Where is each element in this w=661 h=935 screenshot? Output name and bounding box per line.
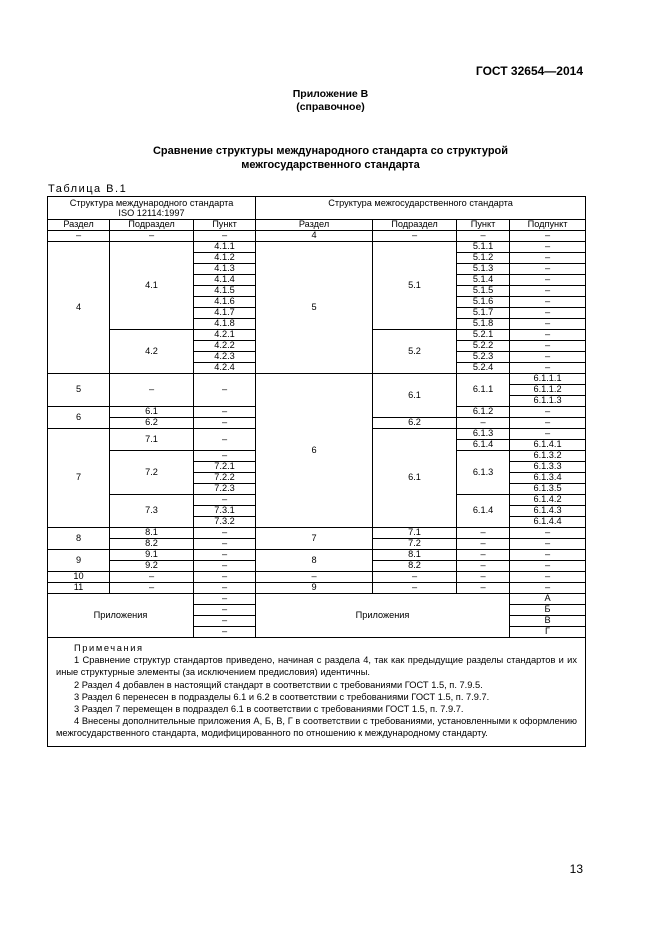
table-cell: 6.1.4.1 — [510, 440, 586, 451]
table-cell: 7.3.1 — [194, 506, 256, 517]
table-cell: – — [194, 374, 256, 407]
table-cell: – — [510, 330, 586, 341]
table-row — [48, 583, 586, 594]
col-section: Раздел — [256, 220, 373, 231]
table-cell: 11 — [48, 583, 110, 594]
table-cell: 4.1.2 — [194, 253, 256, 264]
table-cell: 7.3.2 — [194, 517, 256, 528]
table-cell: 6.1.1.1 — [510, 374, 586, 385]
table-cell: – — [457, 418, 510, 429]
table-cell: 5.1.3 — [457, 264, 510, 275]
table-cell: 5.1.5 — [457, 286, 510, 297]
table-cell: 9.2 — [110, 561, 194, 572]
table-cell: 4.2.1 — [194, 330, 256, 341]
table-cell: – — [510, 341, 586, 352]
table-row — [48, 231, 586, 242]
table-cell: 4.1.1 — [194, 242, 256, 253]
table-cell: 9 — [48, 550, 110, 572]
page-title — [0, 144, 661, 172]
col-subsection: Подраздел — [373, 220, 457, 231]
table-cell: 9.1 — [110, 550, 194, 561]
table-cell: – — [194, 594, 256, 605]
table-cell: – — [194, 429, 256, 451]
table-cell: 5.1.1 — [457, 242, 510, 253]
table-cell: – — [510, 242, 586, 253]
col-clause: Пункт — [457, 220, 510, 231]
table-cell: 9 — [256, 583, 373, 594]
table-cell: – — [457, 539, 510, 550]
title-line-1: Сравнение структуры международного стандарта со структурой — [152, 145, 509, 157]
page-number: 13 — [569, 862, 583, 876]
table-cell: 7.3 — [110, 495, 194, 528]
table-cell: – — [510, 297, 586, 308]
table-cell: 5.2.2 — [457, 341, 510, 352]
table-cell: 6.1.3 — [457, 451, 510, 495]
table-cell: – — [194, 451, 256, 462]
table-row — [48, 528, 586, 539]
table-cell: – — [48, 231, 110, 242]
table-cell: – — [510, 572, 586, 583]
table-cell: 7.1 — [110, 429, 194, 451]
table-cell: – — [373, 572, 457, 583]
table-cell: 6.1.3.3 — [510, 462, 586, 473]
annex-heading — [0, 88, 661, 114]
table-cell: 6.1.3 — [457, 429, 510, 440]
table-cell: 6.1 — [373, 429, 457, 528]
table-label: Таблица В.1 — [48, 183, 128, 195]
table-cell: – — [194, 583, 256, 594]
table-cell: – — [457, 561, 510, 572]
table-cell: 6.1.3.5 — [510, 484, 586, 495]
table-cell: 6.1.1.2 — [510, 385, 586, 396]
standard-number: ГОСТ 32654—2014 — [475, 64, 583, 78]
table-row — [48, 594, 586, 605]
notes-cell — [48, 638, 586, 747]
table-cell: 6.1.4 — [457, 440, 510, 451]
table-cell: – — [510, 539, 586, 550]
table-cell: 4.1.7 — [194, 308, 256, 319]
table-cell: Б — [510, 605, 586, 616]
table-cell: – — [510, 253, 586, 264]
table-cell: 8.1 — [373, 550, 457, 561]
table-cell: 7.2.2 — [194, 473, 256, 484]
table-cell: 10 — [48, 572, 110, 583]
table-row — [48, 242, 586, 253]
table-cell: – — [194, 561, 256, 572]
annex-type: (справочное) — [296, 101, 365, 113]
table-cell: – — [510, 264, 586, 275]
table-cell: – — [110, 374, 194, 407]
table-cell: 5.1.8 — [457, 319, 510, 330]
table-cell: – — [110, 231, 194, 242]
table-cell: 6.1.4.4 — [510, 517, 586, 528]
table-cell: 5.1.2 — [457, 253, 510, 264]
table-cell: 4 — [256, 231, 373, 242]
table-cell: – — [510, 319, 586, 330]
table-cell: 4.2 — [110, 330, 194, 374]
table-cell: 4.1.4 — [194, 275, 256, 286]
table-cell: 4.2.3 — [194, 352, 256, 363]
table-cell: 5.2.3 — [457, 352, 510, 363]
table-cell: – — [510, 286, 586, 297]
table-row — [48, 572, 586, 583]
table-cell: – — [510, 418, 586, 429]
table-cell: 5.1.6 — [457, 297, 510, 308]
table-cell: – — [194, 605, 256, 616]
table-cell: – — [510, 583, 586, 594]
table-cell: – — [194, 627, 256, 638]
table-cell: 7 — [256, 528, 373, 550]
table-cell: 6.1.4.2 — [510, 495, 586, 506]
table-cell: 4.1.3 — [194, 264, 256, 275]
table-cell: 6.1.4 — [457, 495, 510, 528]
table-cell: – — [194, 550, 256, 561]
table-cell: – — [457, 231, 510, 242]
table-cell: 4.1 — [110, 242, 194, 330]
intl-annexes: Приложения — [48, 594, 194, 638]
table-cell: 5 — [48, 374, 110, 407]
comparison-table — [47, 196, 586, 747]
note-4: 3 Раздел 7 перемещен в подраздел 6.1 в соответствии с требованиями ГОСТ 1.5, п. 7.9.7. — [74, 704, 464, 715]
table-cell: 6.1 — [373, 374, 457, 418]
table-cell: – — [194, 407, 256, 418]
table-cell: 7.2.3 — [194, 484, 256, 495]
table-cell: 6 — [48, 407, 110, 429]
table-cell: 8 — [256, 550, 373, 572]
col-subclause: Подпункт — [510, 220, 586, 231]
table-cell: – — [457, 528, 510, 539]
table-cell: – — [510, 407, 586, 418]
table-cell: 6.2 — [373, 418, 457, 429]
table-cell: – — [510, 550, 586, 561]
table-cell: 7.1 — [373, 528, 457, 539]
table-cell: – — [110, 583, 194, 594]
table-cell: 5.1.7 — [457, 308, 510, 319]
table-cell: – — [110, 572, 194, 583]
table-cell: 8 — [48, 528, 110, 550]
table-cell: 7.2 — [110, 451, 194, 495]
table-cell: 6.1 — [110, 407, 194, 418]
table-cell: 5.2 — [373, 330, 457, 374]
annex-title: Приложение В — [292, 88, 369, 100]
note-3: 3 Раздел 6 перенесен в подразделы 6.1 и 6.2 в соответствии с требованиями ГОСТ 1.5, п. 7.9.7. — [74, 691, 490, 702]
table-cell: В — [510, 616, 586, 627]
table-cell: 4.1.5 — [194, 286, 256, 297]
table-cell: – — [510, 308, 586, 319]
table-cell: – — [510, 363, 586, 374]
table-cell: – — [457, 572, 510, 583]
table-cell: – — [194, 539, 256, 550]
note-2: 2 Раздел 4 добавлен в настоящий стандарт в соответствии с требованиями ГОСТ 1.5, п. 7.9.5. — [74, 679, 483, 690]
table-cell: 7.2.1 — [194, 462, 256, 473]
note-1: 1 Сравнение структур стандартов приведено, начиная с раздела 4, так как предыдущие разделы стандартов и их иные структурные элементы (за исключением предисловия) идентичны. — [56, 655, 578, 678]
table-cell: 7.2 — [373, 539, 457, 550]
table-cell: 4.2.2 — [194, 341, 256, 352]
title-line-2: межгосударственного стандарта — [241, 159, 420, 171]
table-row — [48, 374, 586, 385]
table-cell: 6.1.3.2 — [510, 451, 586, 462]
table-cell: 6.1.1.3 — [510, 396, 586, 407]
table-cell: – — [510, 528, 586, 539]
table-cell: 6.2 — [110, 418, 194, 429]
table-cell: 6 — [256, 374, 373, 528]
table-cell: 8.2 — [373, 561, 457, 572]
table-cell: 6.1.1 — [457, 374, 510, 407]
table-column-row — [48, 220, 586, 231]
table-cell: 6.1.3.4 — [510, 473, 586, 484]
table-cell: 5.2.4 — [457, 363, 510, 374]
table-cell: 5.1 — [373, 242, 457, 330]
table-row — [48, 550, 586, 561]
table-cell: – — [457, 550, 510, 561]
national-structure-header: Структура межгосударственного стандарта — [256, 197, 586, 220]
table-cell: – — [194, 418, 256, 429]
table-cell: – — [194, 231, 256, 242]
table-cell: – — [256, 572, 373, 583]
notes-row — [48, 638, 586, 747]
table-cell: – — [510, 352, 586, 363]
table-header-row — [48, 197, 586, 220]
table-cell: 8.2 — [110, 539, 194, 550]
table-cell: 7 — [48, 429, 110, 528]
notes-title: Примечания — [74, 643, 144, 653]
table-cell: 6.1.2 — [457, 407, 510, 418]
table-cell: А — [510, 594, 586, 605]
table-cell: – — [510, 275, 586, 286]
table-cell: 5.2.1 — [457, 330, 510, 341]
table-cell: 4.1.8 — [194, 319, 256, 330]
table-cell: – — [194, 495, 256, 506]
table-cell: 4.2.4 — [194, 363, 256, 374]
col-clause: Пункт — [194, 220, 256, 231]
table-cell: – — [373, 231, 457, 242]
col-section: Раздел — [48, 220, 110, 231]
table-cell: 4 — [48, 242, 110, 374]
note-5: 4 Внесены дополнительные приложения А, Б, В, Г в соответствии с требованиями, установленными к оформлению межгосударственного стандарта, модифицированного по отношению к международному стандарту. — [56, 716, 578, 739]
national-annexes: Приложения — [256, 594, 510, 638]
table-cell: – — [194, 528, 256, 539]
table-cell: – — [194, 572, 256, 583]
table-cell: – — [510, 561, 586, 572]
table-cell: 8.1 — [110, 528, 194, 539]
table-cell: – — [510, 231, 586, 242]
intl-structure-header: Структура международного стандарта ISO 12114:1997 — [48, 197, 256, 220]
table-cell: – — [510, 429, 586, 440]
table-cell: – — [457, 583, 510, 594]
col-subsection: Подраздел — [110, 220, 194, 231]
table-cell: – — [194, 616, 256, 627]
table-cell: 5 — [256, 242, 373, 374]
table-cell: 4.1.6 — [194, 297, 256, 308]
table-cell: 6.1.4.3 — [510, 506, 586, 517]
table-cell: Г — [510, 627, 586, 638]
table-cell: – — [373, 583, 457, 594]
table-cell: 5.1.4 — [457, 275, 510, 286]
